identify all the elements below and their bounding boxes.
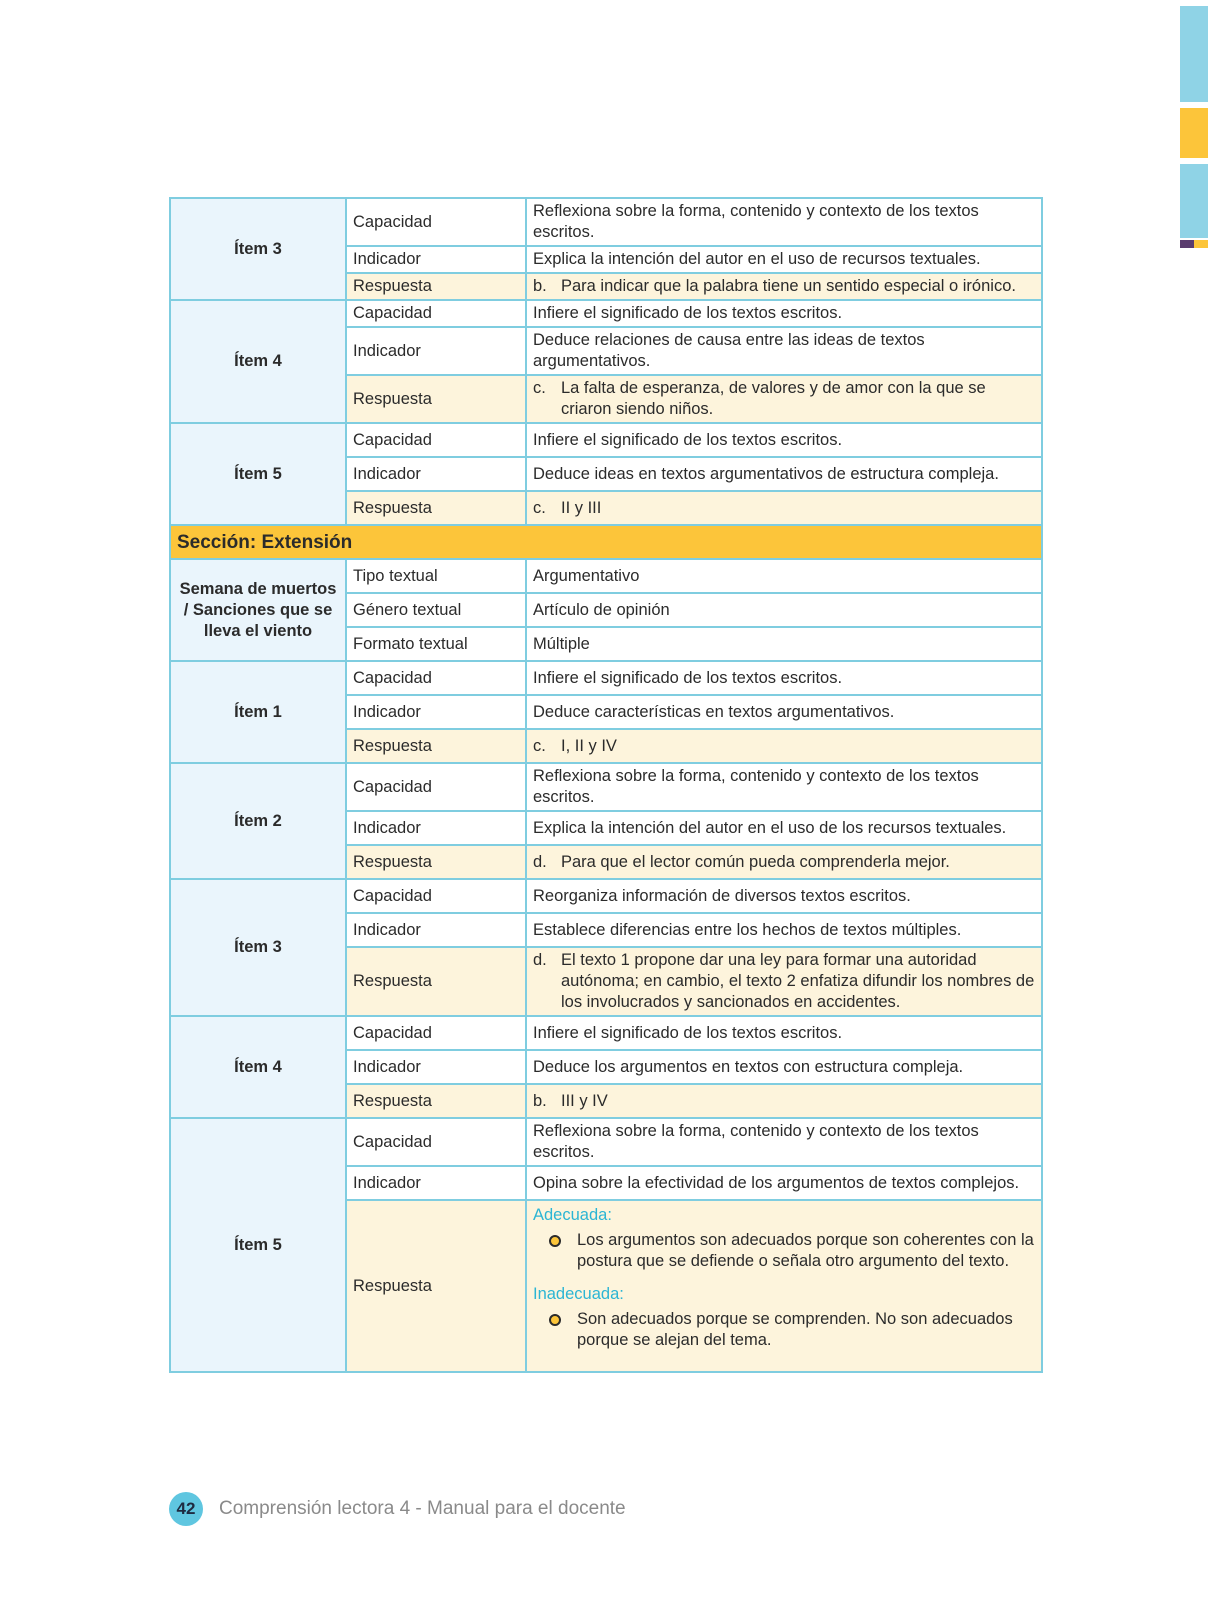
row-label-respuesta: Respuesta: [346, 375, 526, 423]
row-label-respuesta: Respuesta: [346, 491, 526, 525]
section-header-row: [170, 525, 1042, 559]
inadecuada-text: Son adecuados porque se comprenden. No son adecuados porque se alejan del tema.: [577, 1310, 1013, 1349]
option-letter: c.: [533, 498, 546, 517]
row-label-formato: Formato textual: [346, 627, 526, 661]
list-item: [549, 1230, 1035, 1272]
row-label-indicador: Indicador: [346, 246, 526, 273]
option-text: I, II y IV: [561, 736, 617, 755]
option-letter: d.: [533, 852, 547, 871]
edge-mark-purple: [1180, 240, 1194, 248]
option-letter: b.: [533, 277, 547, 295]
bullet-icon: [549, 1235, 561, 1247]
option-letter: b.: [533, 1091, 547, 1110]
item-label: Ítem 3: [170, 198, 346, 300]
option-letter: c.: [533, 379, 546, 397]
row-label-capacidad: Capacidad: [346, 661, 526, 695]
tipo-value: Argumentativo: [526, 559, 1042, 593]
table-row: [170, 423, 1042, 457]
table-row: [170, 661, 1042, 695]
edge-tab-cyan-top: [1180, 6, 1208, 102]
row-label-respuesta: Respuesta: [346, 845, 526, 879]
capacidad-value: Infiere el significado de los textos escritos.: [526, 423, 1042, 457]
row-label-capacidad: Capacidad: [346, 763, 526, 811]
option-text: III y IV: [561, 1091, 608, 1110]
page-footer: [169, 1492, 626, 1526]
option-text: Para indicar que la palabra tiene un sentido especial o irónico.: [561, 277, 1016, 295]
row-label-respuesta: Respuesta: [346, 947, 526, 1016]
capacidad-value: Reorganiza información de diversos textos escritos.: [526, 879, 1042, 913]
answer-key-table: [169, 197, 1043, 1373]
row-label-respuesta: Respuesta: [346, 1084, 526, 1118]
row-label-indicador: Indicador: [346, 457, 526, 491]
table-row: [170, 300, 1042, 327]
row-label-indicador: Indicador: [346, 1050, 526, 1084]
table-row: [170, 198, 1042, 246]
row-label-capacidad: Capacidad: [346, 423, 526, 457]
item-label: Ítem 4: [170, 300, 346, 423]
indicador-value: Establece diferencias entre los hechos de textos múltiples.: [526, 913, 1042, 947]
item-label: Ítem 5: [170, 1118, 346, 1372]
row-label-indicador: Indicador: [346, 1166, 526, 1200]
option-text: La falta de esperanza, de valores y de amor con la que se criaron siendo niños.: [561, 379, 986, 418]
capacidad-value: Infiere el significado de los textos escritos.: [526, 300, 1042, 327]
row-label-respuesta: Respuesta: [346, 273, 526, 300]
item-label: Ítem 5: [170, 423, 346, 525]
respuesta-value: [526, 947, 1042, 1016]
capacidad-value: Reflexiona sobre la forma, contenido y contexto de los textos escritos.: [526, 1118, 1042, 1166]
respuesta-value: [526, 491, 1042, 525]
page-number: 42: [169, 1492, 203, 1526]
row-label-capacidad: Capacidad: [346, 198, 526, 246]
indicador-value: Deduce relaciones de causa entre las ideas de textos argumentativos.: [526, 327, 1042, 375]
row-label-capacidad: Capacidad: [346, 300, 526, 327]
indicador-value: Explica la intención del autor en el uso de los recursos textuales.: [526, 811, 1042, 845]
inadecuada-label: Inadecuada:: [533, 1285, 624, 1303]
respuesta-value: [526, 1200, 1042, 1372]
option-letter: c.: [533, 736, 546, 755]
edge-mark-yellow: [1194, 240, 1208, 248]
row-label-tipo: Tipo textual: [346, 559, 526, 593]
adecuada-text: Los argumentos son adecuados porque son coherentes con la postura que se defiende o señala otro argumento del texto.: [577, 1231, 1034, 1270]
row-label-indicador: Indicador: [346, 327, 526, 375]
respuesta-value: [526, 375, 1042, 423]
item-label: Ítem 3: [170, 879, 346, 1016]
indicador-value: Explica la intención del autor en el uso de recursos textuales.: [526, 246, 1042, 273]
reading-title: Semana de muertos / Sanciones que se lleva el viento: [170, 559, 346, 661]
row-label-respuesta: Respuesta: [346, 1200, 526, 1372]
table-row: [170, 1118, 1042, 1166]
row-label-indicador: Indicador: [346, 811, 526, 845]
capacidad-value: Infiere el significado de los textos escritos.: [526, 1016, 1042, 1050]
row-label-capacidad: Capacidad: [346, 1118, 526, 1166]
capacidad-value: Reflexiona sobre la forma, contenido y contexto de los textos escritos.: [526, 763, 1042, 811]
row-label-capacidad: Capacidad: [346, 1016, 526, 1050]
option-text: El texto 1 propone dar una ley para formar una autoridad autónoma; en cambio, el texto 2 enfatiza difundir los nombres de los involucrados y sancionados en accidentes.: [561, 951, 1035, 1011]
table-row: [170, 559, 1042, 593]
bullet-icon: [549, 1314, 561, 1326]
respuesta-value: [526, 729, 1042, 763]
table-row: [170, 1016, 1042, 1050]
indicador-value: Opina sobre la efectividad de los argumentos de textos complejos.: [526, 1166, 1042, 1200]
formato-value: Múltiple: [526, 627, 1042, 661]
edge-tab-yellow: [1180, 108, 1208, 158]
row-label-indicador: Indicador: [346, 695, 526, 729]
list-item: [549, 1309, 1035, 1351]
respuesta-value: [526, 1084, 1042, 1118]
item-label: Ítem 4: [170, 1016, 346, 1118]
row-label-genero: Género textual: [346, 593, 526, 627]
item-label: Ítem 1: [170, 661, 346, 763]
table-row: [170, 763, 1042, 811]
option-letter: d.: [533, 951, 547, 969]
item-label: Ítem 2: [170, 763, 346, 879]
indicador-value: Deduce características en textos argumentativos.: [526, 695, 1042, 729]
row-label-indicador: Indicador: [346, 913, 526, 947]
option-text: Para que el lector común pueda comprenderla mejor.: [561, 852, 950, 871]
indicador-value: Deduce ideas en textos argumentativos de estructura compleja.: [526, 457, 1042, 491]
section-title: Sección: Extensión: [170, 525, 1042, 559]
genero-value: Artículo de opinión: [526, 593, 1042, 627]
indicador-value: Deduce los argumentos en textos con estructura compleja.: [526, 1050, 1042, 1084]
row-label-respuesta: Respuesta: [346, 729, 526, 763]
footer-title: Comprensión lectora 4 - Manual para el docente: [219, 1498, 626, 1519]
respuesta-value: [526, 845, 1042, 879]
capacidad-value: Reflexiona sobre la forma, contenido y contexto de los textos escritos.: [526, 198, 1042, 246]
row-label-capacidad: Capacidad: [346, 879, 526, 913]
adecuada-label: Adecuada:: [533, 1206, 612, 1224]
capacidad-value: Infiere el significado de los textos escritos.: [526, 661, 1042, 695]
table-row: [170, 879, 1042, 913]
edge-tab-cyan-bottom: [1180, 164, 1208, 238]
respuesta-value: [526, 273, 1042, 300]
option-text: II y III: [561, 498, 602, 517]
